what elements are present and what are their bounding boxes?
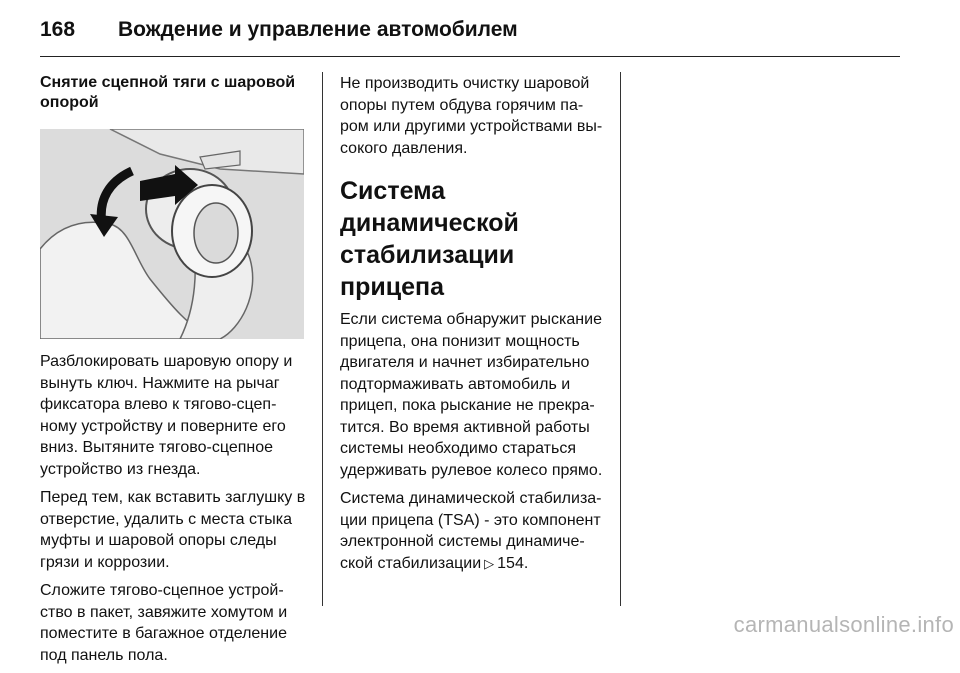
paragraph-3: Сложите тягово-сцепное устрой-ство в пакет, завяжите хомутом и поместите в багажное отделение под панель пола. (40, 582, 288, 664)
cleaning-warning-paragraph: Не производить очистку шаровой опоры путем обдува горячим па-ром или другими устройствами вы-сокого давления. (340, 75, 603, 157)
header-divider (40, 56, 900, 57)
chapter-title: Вождение и управление автомобилем (118, 18, 518, 41)
watermark: carmanualsonline.info (733, 612, 954, 637)
page-reference-link[interactable]: 154. (497, 554, 529, 572)
paragraph-2: Перед тем, как вставить заглушку в отверстие, удалить с места стыка муфты и шаровой опоры следы грязи и коррозии. (40, 489, 306, 571)
paragraph-1: Разблокировать шаровую опору и вынуть ключ. Нажмите на рычаг фиксатора влево к тягово-сцеп-ному устройству и поверните его вниз. Вытяните тягово-сцепное устройство из гнезда. (40, 353, 293, 478)
triangle-right-icon: ▷ (484, 555, 495, 571)
right-column (340, 73, 610, 581)
section-title: Система динамической стабилизации прицепа (340, 177, 519, 301)
tsa-paragraph-2 (340, 488, 610, 574)
column-divider-1 (322, 72, 323, 606)
tsa-paragraph-1: Если система обнаружит рыскание прицепа, она понизит мощность двигателя и начнет избирательно подтормаживать автомобиль и прицеп, пока рыскание не прекра-тится. Во время активной работы системы необходимо стараться удерживать рулевое колесо прямо. (340, 311, 603, 479)
tsa-paragraph-2-text: Система динамической стабилиза-ции прицепа (TSA) - это компонент электронной системы динамиче-ской стабилизации (340, 490, 602, 572)
section-subheading: Снятие сцепной тяги с шаровой опорой (40, 74, 296, 111)
left-column (40, 73, 312, 673)
column-divider-2 (620, 72, 621, 606)
page-number: 168 (40, 18, 76, 41)
tow-hitch-illustration (40, 129, 304, 339)
page-header (40, 12, 900, 48)
